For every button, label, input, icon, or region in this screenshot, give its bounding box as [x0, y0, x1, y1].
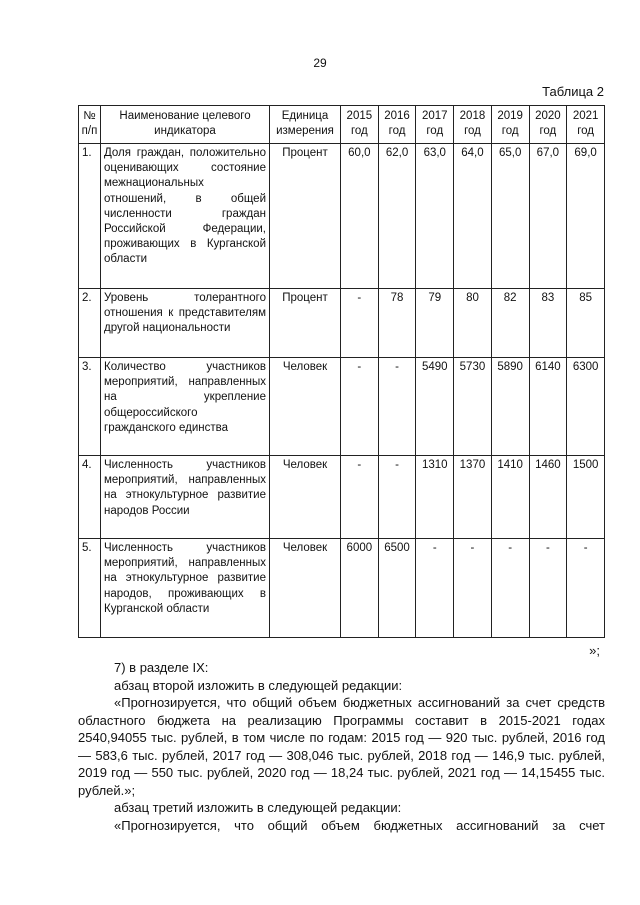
row-value: 78 [378, 289, 416, 358]
row-value: 67,0 [529, 144, 567, 289]
paragraph-forecast-1: «Прогнозируется, что общий объем бюджетных ассигнований за счет средств областного бюджета на реализацию Программы составит в 2015-2021 годах 2540,94055 тыс. рублей, в том числе по годам: 2015 год — 920 тыс. рублей, 2016 год — 583,6 тыс. рублей, 2017 год — 308,046 тыс. рублей, 2018 год — 146,9 тыс. рублей, 2019 год — 550 тыс. рублей, 2020 год — 18,24 тыс. рублей, 2021 год — 14,15455 тыс. рублей.»; [78, 695, 605, 798]
paragraph-forecast-2: «Прогнозируется, что общий объем бюджетных ассигнований за счет [114, 817, 605, 833]
row-value: - [341, 358, 379, 456]
row-num: 2. [79, 289, 101, 358]
row-indicator-name: Численность участников мероприятий, направленных на этнокультурное развитие народов, проживающих в Курганской области [101, 539, 270, 638]
header-year: 2019 год [491, 106, 529, 144]
row-value: - [378, 358, 416, 456]
row-value: 6000 [341, 539, 379, 638]
header-year: 2017 год [416, 106, 454, 144]
table-caption: Таблица 2 [542, 84, 604, 99]
row-value: 83 [529, 289, 567, 358]
row-value: - [529, 539, 567, 638]
row-value: 60,0 [341, 144, 379, 289]
row-value: - [378, 456, 416, 539]
table-row [79, 144, 605, 289]
row-value: 69,0 [567, 144, 605, 289]
row-num: 5. [79, 539, 101, 638]
row-value: 82 [491, 289, 529, 358]
row-indicator-name: Доля граждан, положительно оценивающих состояние межнациональных отношений, в общей численности граждан Российской Федерации, проживающих в Курганской области [101, 144, 270, 289]
row-value: 62,0 [378, 144, 416, 289]
row-value: 63,0 [416, 144, 454, 289]
row-indicator-name: Уровень толерантного отношения к представителям другой национальности [101, 289, 270, 358]
header-unit: Единица измерения [270, 106, 341, 144]
table-header-row [79, 106, 605, 144]
row-num: 4. [79, 456, 101, 539]
header-num: № п/п [79, 106, 101, 144]
closing-quote: »; [589, 643, 600, 658]
header-year: 2016 год [378, 106, 416, 144]
row-value: 79 [416, 289, 454, 358]
target-indicators-table [78, 105, 605, 638]
row-value: 6300 [567, 358, 605, 456]
row-value: 6500 [378, 539, 416, 638]
page-number: 29 [313, 56, 327, 70]
row-unit: Человек [270, 539, 341, 638]
row-value: - [341, 289, 379, 358]
row-value: - [567, 539, 605, 638]
header-name: Наименование целевого индикатора [101, 106, 270, 144]
row-unit: Процент [270, 289, 341, 358]
header-year: 2015 год [341, 106, 379, 144]
table-row [79, 539, 605, 638]
row-value: 1460 [529, 456, 567, 539]
row-unit: Человек [270, 456, 341, 539]
row-value: 6140 [529, 358, 567, 456]
row-indicator-name: Численность участников мероприятий, направленных на этнокультурное развитие народов России [101, 456, 270, 539]
row-num: 3. [79, 358, 101, 456]
table-row [79, 289, 605, 358]
row-value: - [416, 539, 454, 638]
row-value: 65,0 [491, 144, 529, 289]
row-indicator-name: Количество участников мероприятий, направленных на укрепление общероссийского гражданского единства [101, 358, 270, 456]
row-value: 5890 [491, 358, 529, 456]
row-value: 85 [567, 289, 605, 358]
header-year: 2020 год [529, 106, 567, 144]
row-value: 1410 [491, 456, 529, 539]
row-value: 64,0 [454, 144, 492, 289]
row-value: - [491, 539, 529, 638]
row-value: 1370 [454, 456, 492, 539]
row-unit: Процент [270, 144, 341, 289]
body-text [78, 659, 605, 834]
row-value: 80 [454, 289, 492, 358]
row-unit: Человек [270, 358, 341, 456]
header-year: 2018 год [454, 106, 492, 144]
row-value: 5490 [416, 358, 454, 456]
table-row [79, 456, 605, 539]
paragraph-abzac-2: абзац второй изложить в следующей редакции: [114, 677, 403, 693]
row-value: 5730 [454, 358, 492, 456]
row-value: - [341, 456, 379, 539]
row-value: 1310 [416, 456, 454, 539]
header-year: 2021 год [567, 106, 605, 144]
row-value: - [454, 539, 492, 638]
paragraph-abzac-3: абзац третий изложить в следующей редакции: [114, 800, 402, 815]
row-num: 1. [79, 144, 101, 289]
paragraph-section-ix: 7) в разделе IX: [114, 660, 209, 675]
table-row [79, 358, 605, 456]
row-value: 1500 [567, 456, 605, 539]
